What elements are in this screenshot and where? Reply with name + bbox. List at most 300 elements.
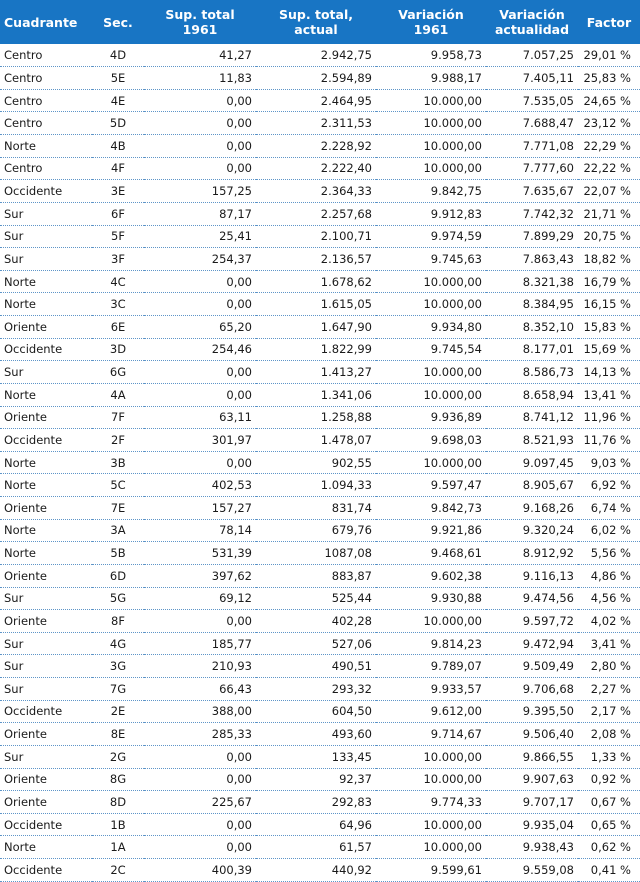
factor-cell: 2,80 % [578,655,640,678]
factor-cell: 5,56 % [578,542,640,565]
cuadrante-cell: Centro [0,67,92,90]
variacion-1961-cell: 10.000,00 [376,768,486,791]
sec-cell: 8F [92,610,144,633]
variacion-actualidad-cell: 9.395,50 [486,700,578,723]
factor-cell: 15,83 % [578,316,640,339]
cuadrante-cell: Centro [0,157,92,180]
cuadrante-cell: Norte [0,270,92,293]
sec-cell: 8G [92,768,144,791]
variacion-actualidad-cell: 9.474,56 [486,587,578,610]
variacion-1961-cell: 9.933,57 [376,678,486,701]
sup-total-1961-cell: 0,00 [144,270,256,293]
factor-cell: 20,75 % [578,225,640,248]
table-row [0,745,640,768]
variacion-actualidad-cell: 8.912,92 [486,542,578,565]
sec-cell: 4E [92,89,144,112]
sup-total-actual-cell: 1.258,88 [256,406,376,429]
table-row [0,293,640,316]
sec-cell: 6D [92,564,144,587]
factor-cell: 16,79 % [578,270,640,293]
variacion-1961-cell: 9.612,00 [376,700,486,723]
factor-cell: 4,02 % [578,610,640,633]
table-row [0,157,640,180]
sup-total-1961-cell: 0,00 [144,451,256,474]
cuadrante-cell: Norte [0,542,92,565]
table-row [0,135,640,158]
sup-total-actual-cell: 92,37 [256,768,376,791]
variacion-1961-cell: 9.774,33 [376,791,486,814]
header-variacion-1961: Variación 1961 [398,7,464,37]
cuadrante-cell: Oriente [0,791,92,814]
cuadrante-cell: Sur [0,361,92,384]
cuadrante-cell: Sur [0,202,92,225]
sup-total-1961-cell: 531,39 [144,542,256,565]
sup-total-actual-cell: 1.647,90 [256,316,376,339]
table-header-row [0,0,640,44]
factor-cell: 22,22 % [578,157,640,180]
sup-total-actual-cell: 440,92 [256,859,376,882]
sup-total-actual-cell: 2.464,95 [256,89,376,112]
factor-cell: 1,33 % [578,745,640,768]
table-row [0,655,640,678]
header-cuadrante: Cuadrante [4,14,78,30]
factor-cell: 6,02 % [578,519,640,542]
sup-total-actual-cell: 64,96 [256,813,376,836]
variacion-actualidad-cell: 8.321,38 [486,270,578,293]
cuadrante-cell: Centro [0,44,92,67]
sup-total-actual-cell: 831,74 [256,497,376,520]
sup-total-1961-cell: 0,00 [144,768,256,791]
sec-cell: 2G [92,745,144,768]
sup-total-1961-cell: 0,00 [144,89,256,112]
cuadrante-cell: Norte [0,451,92,474]
sup-total-1961-cell: 157,27 [144,497,256,520]
table-row [0,768,640,791]
variacion-1961-cell: 9.789,07 [376,655,486,678]
table-row [0,791,640,814]
variacion-actualidad-cell: 9.706,68 [486,678,578,701]
variacion-1961-cell: 9.842,75 [376,180,486,203]
sup-total-actual-cell: 883,87 [256,564,376,587]
cuadrante-cell: Oriente [0,610,92,633]
sec-cell: 3G [92,655,144,678]
sec-cell: 3D [92,338,144,361]
table-row [0,361,640,384]
factor-cell: 25,83 % [578,67,640,90]
sec-cell: 7E [92,497,144,520]
factor-cell: 22,07 % [578,180,640,203]
variacion-actualidad-cell: 8.741,12 [486,406,578,429]
variacion-1961-cell: 10.000,00 [376,112,486,135]
factor-cell: 14,13 % [578,361,640,384]
factor-cell: 0,65 % [578,813,640,836]
sec-cell: 4B [92,135,144,158]
sup-total-actual-cell: 2.222,40 [256,157,376,180]
variacion-actualidad-cell: 9.707,17 [486,791,578,814]
sec-cell: 4G [92,632,144,655]
cuadrante-cell: Sur [0,632,92,655]
sec-cell: 5E [92,67,144,90]
variacion-1961-cell: 9.714,67 [376,723,486,746]
sup-total-1961-cell: 11,83 [144,67,256,90]
table-row [0,859,640,882]
header-sup-total-actual: Sup. total, actual [279,7,353,37]
factor-cell: 2,27 % [578,678,640,701]
header-variacion-actualidad: Variación actualidad [494,7,570,37]
sec-cell: 4F [92,157,144,180]
sec-cell: 6E [92,316,144,339]
sup-total-actual-cell: 902,55 [256,451,376,474]
sup-total-1961-cell: 66,43 [144,678,256,701]
factor-cell: 21,71 % [578,202,640,225]
cuadrante-cell: Oriente [0,316,92,339]
table-row [0,383,640,406]
factor-cell: 18,82 % [578,248,640,271]
table-row [0,497,640,520]
sup-total-1961-cell: 65,20 [144,316,256,339]
sec-cell: 7F [92,406,144,429]
factor-cell: 0,92 % [578,768,640,791]
factor-cell: 0,41 % [578,859,640,882]
sec-cell: 1A [92,836,144,859]
cuadrante-cell: Sur [0,655,92,678]
sec-cell: 2E [92,700,144,723]
sup-total-1961-cell: 0,00 [144,745,256,768]
factor-cell: 15,69 % [578,338,640,361]
cuadrante-cell: Occidente [0,859,92,882]
table-row [0,180,640,203]
table-row [0,67,640,90]
cuadrante-cell: Oriente [0,497,92,520]
table-row [0,836,640,859]
variacion-1961-cell: 9.745,63 [376,248,486,271]
cuadrante-cell: Oriente [0,564,92,587]
variacion-1961-cell: 10.000,00 [376,451,486,474]
variacion-actualidad-cell: 8.658,94 [486,383,578,406]
variacion-1961-cell: 9.988,17 [376,67,486,90]
table-row [0,610,640,633]
sup-total-actual-cell: 2.364,33 [256,180,376,203]
sec-cell: 6G [92,361,144,384]
table-row [0,451,640,474]
sec-cell: 1B [92,813,144,836]
sup-total-actual-cell: 2.257,68 [256,202,376,225]
table-body [0,44,640,881]
table-row [0,474,640,497]
cuadrante-cell: Sur [0,225,92,248]
variacion-actualidad-cell: 9.866,55 [486,745,578,768]
cuadrante-cell: Occidente [0,700,92,723]
variacion-1961-cell: 10.000,00 [376,745,486,768]
variacion-actualidad-cell: 7.742,32 [486,202,578,225]
variacion-actualidad-cell: 9.907,63 [486,768,578,791]
sup-total-1961-cell: 388,00 [144,700,256,723]
variacion-1961-cell: 9.912,83 [376,202,486,225]
variacion-actualidad-cell: 7.899,29 [486,225,578,248]
table-row [0,202,640,225]
sec-cell: 5F [92,225,144,248]
sec-cell: 8E [92,723,144,746]
factor-cell: 16,15 % [578,293,640,316]
cuadrante-cell: Oriente [0,723,92,746]
variacion-actualidad-cell: 7.405,11 [486,67,578,90]
variacion-1961-cell: 10.000,00 [376,361,486,384]
factor-cell: 2,17 % [578,700,640,723]
variacion-1961-cell: 10.000,00 [376,157,486,180]
sup-total-1961-cell: 210,93 [144,655,256,678]
sup-total-1961-cell: 41,27 [144,44,256,67]
variacion-actualidad-cell: 8.384,95 [486,293,578,316]
sup-total-1961-cell: 402,53 [144,474,256,497]
cuadrante-cell: Norte [0,836,92,859]
table-row [0,44,640,67]
factor-cell: 11,76 % [578,429,640,452]
sup-total-actual-cell: 1087,08 [256,542,376,565]
cuadrante-cell: Norte [0,383,92,406]
sup-total-actual-cell: 1.678,62 [256,270,376,293]
sup-total-1961-cell: 0,00 [144,293,256,316]
sup-total-1961-cell: 285,33 [144,723,256,746]
variacion-actualidad-cell: 8.177,01 [486,338,578,361]
cuadrante-cell: Sur [0,587,92,610]
cuadrante-cell: Norte [0,293,92,316]
factor-cell: 4,86 % [578,564,640,587]
cuadrante-cell: Occidente [0,813,92,836]
table-row [0,406,640,429]
factor-cell: 4,56 % [578,587,640,610]
sec-cell: 7G [92,678,144,701]
sec-cell: 3B [92,451,144,474]
sec-cell: 3F [92,248,144,271]
sup-total-1961-cell: 63,11 [144,406,256,429]
table-row [0,700,640,723]
factor-cell: 6,74 % [578,497,640,520]
variacion-1961-cell: 10.000,00 [376,270,486,293]
cuadrante-cell: Norte [0,519,92,542]
variacion-actualidad-cell: 9.116,13 [486,564,578,587]
variacion-actualidad-cell: 9.097,45 [486,451,578,474]
cuadrante-cell: Sur [0,248,92,271]
sup-total-1961-cell: 0,00 [144,813,256,836]
sup-total-actual-cell: 493,60 [256,723,376,746]
sup-total-1961-cell: 254,37 [144,248,256,271]
header-sup-total-1961: Sup. total 1961 [165,7,235,37]
table-row [0,112,640,135]
cuadrante-cell: Norte [0,474,92,497]
variacion-1961-cell: 9.974,59 [376,225,486,248]
cuadrante-cell: Oriente [0,406,92,429]
sup-total-actual-cell: 293,32 [256,678,376,701]
sup-total-1961-cell: 301,97 [144,429,256,452]
table-row [0,723,640,746]
header-factor: Factor [586,14,632,30]
table-row [0,564,640,587]
factor-cell: 9,03 % [578,451,640,474]
sec-cell: 2F [92,429,144,452]
cuadrante-cell: Norte [0,135,92,158]
variacion-actualidad-cell: 8.352,10 [486,316,578,339]
variacion-1961-cell: 9.597,47 [376,474,486,497]
factor-cell: 23,12 % [578,112,640,135]
sup-total-1961-cell: 0,00 [144,157,256,180]
sup-total-actual-cell: 2.942,75 [256,44,376,67]
sup-total-1961-cell: 78,14 [144,519,256,542]
sup-total-actual-cell: 1.094,33 [256,474,376,497]
sup-total-1961-cell: 0,00 [144,836,256,859]
sup-total-1961-cell: 25,41 [144,225,256,248]
sup-total-actual-cell: 1.341,06 [256,383,376,406]
factor-cell: 29,01 % [578,44,640,67]
factor-cell: 22,29 % [578,135,640,158]
variacion-actualidad-cell: 7.635,67 [486,180,578,203]
sec-cell: 3A [92,519,144,542]
variacion-1961-cell: 9.842,73 [376,497,486,520]
sup-total-actual-cell: 1.413,27 [256,361,376,384]
factor-cell: 0,62 % [578,836,640,859]
sec-cell: 4D [92,44,144,67]
sec-cell: 5C [92,474,144,497]
variacion-1961-cell: 10.000,00 [376,383,486,406]
variacion-1961-cell: 9.934,80 [376,316,486,339]
sec-cell: 3E [92,180,144,203]
sup-total-actual-cell: 61,57 [256,836,376,859]
sup-total-actual-cell: 1.615,05 [256,293,376,316]
sup-total-actual-cell: 1.822,99 [256,338,376,361]
variacion-actualidad-cell: 9.472,94 [486,632,578,655]
variacion-actualidad-cell: 7.688,47 [486,112,578,135]
variacion-actualidad-cell: 9.559,08 [486,859,578,882]
cuadrante-cell: Centro [0,112,92,135]
cuadrante-cell: Centro [0,89,92,112]
sup-total-1961-cell: 0,00 [144,361,256,384]
sec-cell: 3C [92,293,144,316]
variacion-1961-cell: 10.000,00 [376,836,486,859]
factor-cell: 3,41 % [578,632,640,655]
sup-total-actual-cell: 133,45 [256,745,376,768]
cuadrante-cell: Occidente [0,429,92,452]
sup-total-1961-cell: 400,39 [144,859,256,882]
sec-cell: 6F [92,202,144,225]
variacion-actualidad-cell: 7.777,60 [486,157,578,180]
variacion-actualidad-cell: 7.535,05 [486,89,578,112]
sup-total-actual-cell: 525,44 [256,587,376,610]
header-sec: Sec. [103,14,133,30]
variacion-1961-cell: 9.930,88 [376,587,486,610]
sec-cell: 4A [92,383,144,406]
variacion-actualidad-cell: 7.771,08 [486,135,578,158]
variacion-1961-cell: 9.698,03 [376,429,486,452]
variacion-actualidad-cell: 8.521,93 [486,429,578,452]
sup-total-actual-cell: 604,50 [256,700,376,723]
sup-total-actual-cell: 2.100,71 [256,225,376,248]
cuadrante-cell: Occidente [0,180,92,203]
factor-cell: 13,41 % [578,383,640,406]
sup-total-1961-cell: 157,25 [144,180,256,203]
variacion-actualidad-cell: 9.509,49 [486,655,578,678]
sup-total-actual-cell: 2.311,53 [256,112,376,135]
variacion-1961-cell: 10.000,00 [376,813,486,836]
sup-total-actual-cell: 2.594,89 [256,67,376,90]
variacion-actualidad-cell: 9.938,43 [486,836,578,859]
table-row [0,316,640,339]
factor-cell: 2,08 % [578,723,640,746]
factor-cell: 0,67 % [578,791,640,814]
sup-total-1961-cell: 254,46 [144,338,256,361]
cuadrante-cell: Occidente [0,338,92,361]
table-row [0,270,640,293]
sec-cell: 5D [92,112,144,135]
variacion-actualidad-cell: 9.168,26 [486,497,578,520]
table-row [0,519,640,542]
table-row [0,338,640,361]
table-row [0,542,640,565]
variacion-actualidad-cell: 9.506,40 [486,723,578,746]
sup-total-1961-cell: 87,17 [144,202,256,225]
sup-total-1961-cell: 397,62 [144,564,256,587]
table-row [0,89,640,112]
sup-total-1961-cell: 0,00 [144,610,256,633]
variacion-1961-cell: 9.599,61 [376,859,486,882]
sup-total-1961-cell: 225,67 [144,791,256,814]
variacion-actualidad-cell: 9.597,72 [486,610,578,633]
variacion-1961-cell: 9.921,86 [376,519,486,542]
sup-total-1961-cell: 0,00 [144,383,256,406]
sec-cell: 8D [92,791,144,814]
sup-total-actual-cell: 292,83 [256,791,376,814]
variacion-1961-cell: 9.814,23 [376,632,486,655]
variacion-actualidad-cell: 8.905,67 [486,474,578,497]
sup-total-actual-cell: 527,06 [256,632,376,655]
table-row [0,813,640,836]
variacion-1961-cell: 10.000,00 [376,135,486,158]
variacion-1961-cell: 10.000,00 [376,610,486,633]
sec-cell: 4C [92,270,144,293]
cuadrante-cell: Sur [0,745,92,768]
sec-cell: 2C [92,859,144,882]
variacion-1961-cell: 9.602,38 [376,564,486,587]
variacion-1961-cell: 9.958,73 [376,44,486,67]
variacion-actualidad-cell: 9.935,04 [486,813,578,836]
factor-cell: 11,96 % [578,406,640,429]
sup-total-actual-cell: 1.478,07 [256,429,376,452]
table-row [0,678,640,701]
sec-cell: 5G [92,587,144,610]
sup-total-1961-cell: 0,00 [144,135,256,158]
variacion-1961-cell: 10.000,00 [376,89,486,112]
variacion-1961-cell: 9.468,61 [376,542,486,565]
sup-total-actual-cell: 2.136,57 [256,248,376,271]
factor-cell: 24,65 % [578,89,640,112]
variacion-1961-cell: 9.745,54 [376,338,486,361]
sup-total-actual-cell: 490,51 [256,655,376,678]
sup-total-1961-cell: 69,12 [144,587,256,610]
sup-total-1961-cell: 185,77 [144,632,256,655]
table-row [0,248,640,271]
cuadrante-cell: Oriente [0,768,92,791]
cuadrante-cell: Sur [0,678,92,701]
factor-cell: 6,92 % [578,474,640,497]
sup-total-actual-cell: 402,28 [256,610,376,633]
sup-total-actual-cell: 2.228,92 [256,135,376,158]
variacion-actualidad-cell: 8.586,73 [486,361,578,384]
table-row [0,429,640,452]
variacion-actualidad-cell: 9.320,24 [486,519,578,542]
table-row [0,632,640,655]
sup-total-actual-cell: 679,76 [256,519,376,542]
table-row [0,587,640,610]
variacion-actualidad-cell: 7.057,25 [486,44,578,67]
table-row [0,225,640,248]
